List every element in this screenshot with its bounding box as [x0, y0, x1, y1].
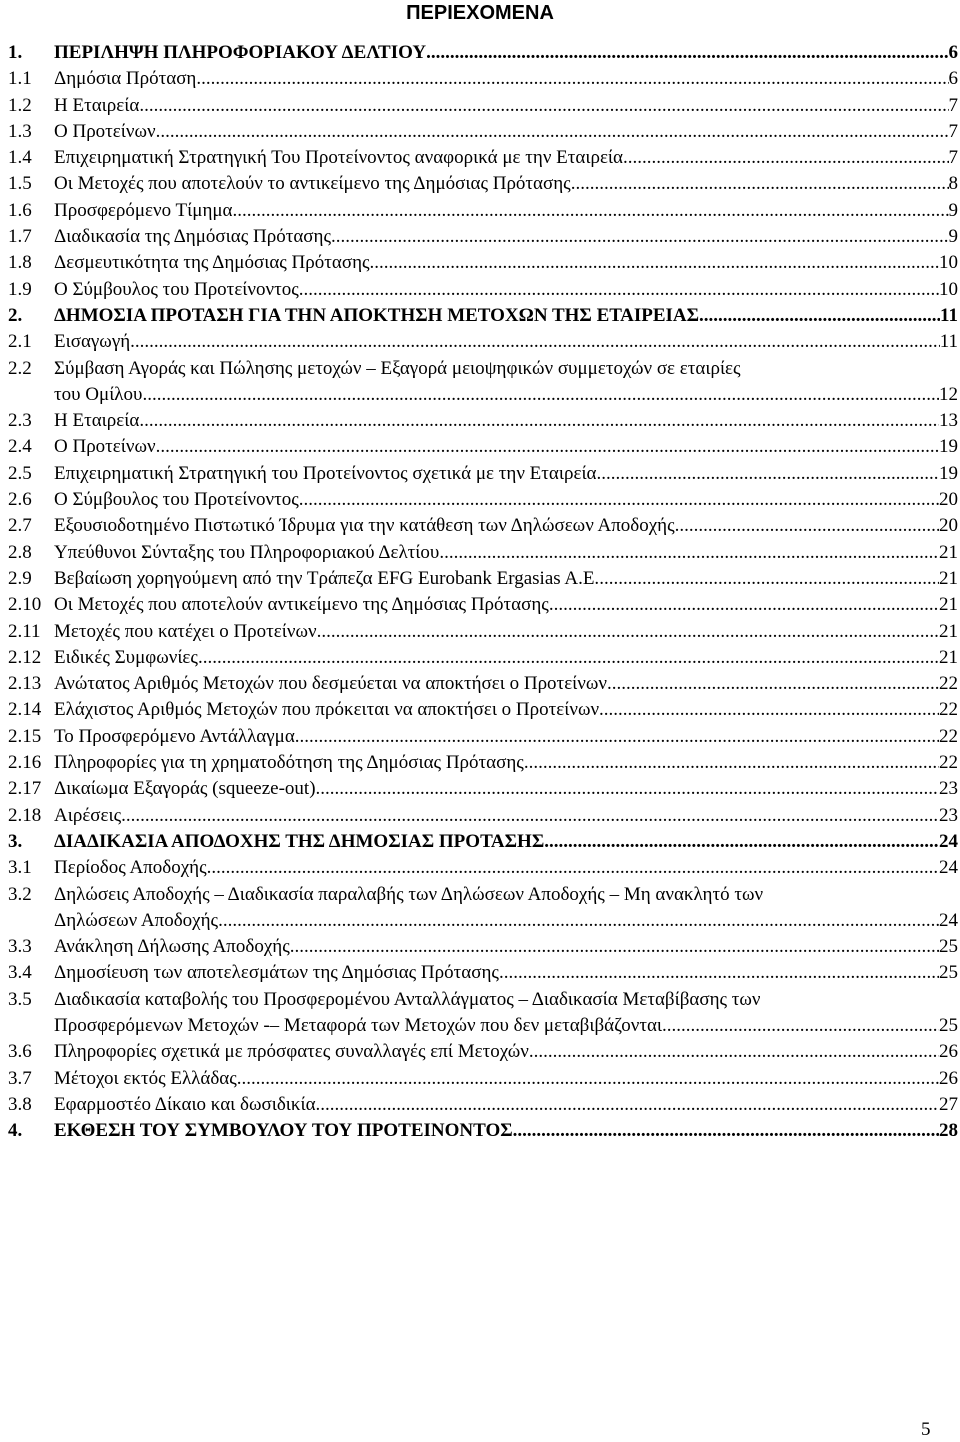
dot-leader	[599, 697, 939, 723]
toc-entry[interactable]	[8, 803, 958, 829]
dot-leader	[139, 93, 948, 119]
toc-entry-title: Ειδικές Συμφωνίες	[54, 646, 198, 668]
toc-entry[interactable]	[8, 513, 958, 539]
toc-entry-page: 28	[939, 1120, 958, 1142]
toc-entry-number: 1.	[8, 42, 23, 63]
dot-leader	[524, 750, 939, 776]
toc-entry-title: Δηλώσεων Αποδοχής	[54, 909, 219, 931]
toc-entry-title: Οι Μετοχές που αποτελούν το αντικείμενο της Δημόσιας Πρότασης	[54, 173, 571, 195]
toc-entry-number: 3.3	[8, 936, 32, 958]
toc-entry-title: Οι Μετοχές που αποτελούν αντικείμενο της Δημόσιας Πρότασης	[54, 594, 549, 616]
dot-leader	[130, 329, 940, 355]
toc-entry-title: Δημοσίευση των αποτελεσμάτων της Δημόσιας Πρότασης	[54, 962, 499, 984]
dot-leader	[331, 224, 949, 250]
dot-leader	[699, 303, 940, 329]
toc-entry-page: 20	[939, 489, 958, 511]
toc-entry-page: 27	[939, 1093, 958, 1115]
toc-entry-number: 2.5	[8, 462, 32, 484]
dot-leader	[499, 960, 939, 986]
toc-entry-page: 22	[939, 725, 958, 747]
toc-entry-page: 22	[939, 752, 958, 774]
toc-entry-page: 22	[939, 699, 958, 721]
toc-entry-title: Σύμβαση Αγοράς και Πώλησης μετοχών – Εξαγορά μειοψηφικών συμμετοχών σε εταιρίες	[54, 357, 741, 379]
toc-entry-page: 25	[939, 936, 958, 958]
dot-leader	[295, 724, 939, 750]
toc-entry-number: 3.8	[8, 1093, 32, 1115]
toc-entry-title: Βεβαίωση χορηγούμενη από την Τράπεζα EFG Eurobank Ergasias A.E.	[54, 567, 600, 589]
toc-entry[interactable]	[8, 356, 958, 409]
toc-entry-title: Περίοδος Αποδοχής	[54, 857, 207, 879]
toc-entry[interactable]	[8, 619, 958, 645]
toc-entry-number: 1.2	[8, 94, 32, 116]
dot-leader	[370, 250, 939, 276]
toc-entry-title: Υπεύθυνοι Σύνταξης του Πληροφοριακού Δελτίου	[54, 541, 440, 563]
toc-entry-page: 12	[939, 383, 958, 405]
toc-entry-title: Η Εταιρεία	[54, 410, 140, 432]
toc-entry-page: 19	[939, 436, 958, 458]
toc-entry-page: 23	[939, 804, 958, 826]
toc-entry-number: 1.1	[8, 68, 32, 90]
toc-entry[interactable]	[8, 171, 958, 197]
toc-entry-title: Πληροφορίες για τη χρηματοδότηση της Δημόσιας Πρότασης	[54, 752, 524, 774]
dot-leader	[662, 1013, 939, 1039]
toc-entry-number: 2.18	[8, 804, 42, 826]
toc-entry-page: 11	[940, 304, 958, 326]
toc-entry-page: 6	[948, 42, 958, 63]
toc-entry-title: Το Προσφερόμενο Αντάλλαγμα	[54, 725, 295, 747]
toc-entry-page: 9	[948, 199, 958, 221]
toc-entry[interactable]	[8, 1118, 958, 1144]
toc-entry-page: 26	[939, 1041, 958, 1063]
toc-entry[interactable]	[8, 224, 958, 250]
toc-entry-title: Ανώτατος Αριθμός Μετοχών που δεσμεύεται να αποκτήσει ο Προτείνων	[54, 673, 607, 695]
toc-entry-title: Η Εταιρεία	[54, 94, 140, 116]
toc-entry-number: 3.2	[8, 883, 32, 905]
toc-entry[interactable]	[8, 540, 958, 566]
toc-entry-number: 2.	[8, 304, 23, 326]
toc-entry-page: 7	[948, 147, 958, 169]
toc-entry-page: 10	[939, 252, 958, 274]
toc-entry[interactable]	[8, 277, 958, 303]
toc-entry-page: 10	[939, 278, 958, 300]
toc-entry-number: 3.6	[8, 1041, 32, 1063]
toc-entry-number: 2.16	[8, 752, 42, 774]
dot-leader	[290, 934, 939, 960]
toc-entry-number: 3.4	[8, 962, 32, 984]
toc-entry-title: Ο Σύμβουλος του Προτείνοντος	[54, 489, 299, 511]
dot-leader	[426, 40, 948, 66]
toc-entry[interactable]	[8, 960, 958, 986]
toc-entry-page: 6	[948, 68, 958, 90]
toc-entry-page: 24	[939, 830, 958, 852]
toc-entry-title: Ανάκληση Δήλωσης Αποδοχής	[54, 936, 290, 958]
toc-entry-number: 2.9	[8, 567, 32, 589]
dot-leader	[599, 566, 939, 592]
toc-entry[interactable]	[8, 487, 958, 513]
dot-leader	[513, 1118, 939, 1144]
toc-entry-page: 11	[939, 331, 958, 353]
toc-entry-page: 9	[948, 226, 958, 248]
page-number: 5	[921, 1419, 931, 1440]
toc-entry-title: Προσφερόμενων Μετοχών -– Μεταφορά των Μετοχών που δεν μεταβιβάζονται	[54, 1014, 663, 1036]
toc-entry-title: ΕΚΘΕΣΗ ΤΟΥ ΣΥΜΒΟΥΛΟΥ ΤΟΥ ΠΡΟΤΕΙΝΟΝΤΟΣ	[54, 1120, 513, 1142]
toc-entry[interactable]	[8, 776, 958, 802]
toc-entry-number: 2.8	[8, 541, 32, 563]
toc-entry[interactable]	[8, 882, 958, 935]
toc-entry-title: Προσφερόμενο Τίμημα	[54, 199, 233, 221]
toc-entry-page: 23	[939, 778, 958, 800]
toc-entry[interactable]	[8, 750, 958, 776]
toc-entry-number: 2.14	[8, 699, 42, 721]
toc-entry-number: 2.3	[8, 410, 32, 432]
dot-leader	[299, 487, 939, 513]
toc-entry-title: Πληροφορίες σχετικά με πρόσφατες συναλλαγές επί Μετοχών	[54, 1041, 529, 1063]
dot-leader	[196, 66, 948, 92]
dot-leader	[218, 908, 939, 934]
toc-entry[interactable]	[8, 329, 958, 355]
dot-leader	[607, 671, 939, 697]
dot-leader	[207, 855, 939, 881]
toc-entry-number: 2.4	[8, 436, 32, 458]
toc-entry-number: 2.7	[8, 515, 32, 537]
toc-entry-number: 2.17	[8, 778, 42, 800]
toc-entry-title: Εξουσιοδοτημένο Πιστωτικό Ίδρυμα για την κατάθεση των Δηλώσεων Αποδοχής	[54, 515, 675, 537]
toc-entry-title: Δικαίωμα Εξαγοράς (squeeze-out)	[54, 778, 316, 800]
dot-leader	[623, 145, 949, 171]
toc-entry-page: 21	[939, 594, 958, 616]
toc-entry[interactable]	[8, 461, 958, 487]
dot-leader	[675, 513, 939, 539]
toc-entry-title: Ο Σύμβουλος του Προτείνοντος	[54, 278, 299, 300]
toc-entry[interactable]	[8, 934, 958, 960]
toc-entry-number: 1.7	[8, 226, 32, 248]
toc-entry-title: Διαδικασία της Δημόσιας Πρότασης	[54, 226, 331, 248]
toc-entry-page: 20	[939, 515, 958, 537]
toc-entry[interactable]	[8, 198, 958, 224]
toc-entry-title: Αιρέσεις	[54, 804, 122, 826]
dot-leader	[439, 540, 939, 566]
toc-entry-title: Επιχειρηματική Στρατηγική Του Προτείνοντος αναφορικά με την Εταιρεία	[54, 147, 623, 169]
toc-entry[interactable]	[8, 987, 958, 1040]
toc-entry[interactable]	[8, 1066, 958, 1092]
toc-entry-page: 21	[939, 567, 958, 589]
toc-entry[interactable]	[8, 40, 958, 66]
toc-entry-page: 19	[939, 462, 958, 484]
toc-entry-title: Δηλώσεις Αποδοχής – Διαδικασία παραλαβής των Δηλώσεων Αποδοχής – Μη ανακλητό των	[54, 883, 764, 905]
toc-entry-number: 2.11	[8, 620, 41, 642]
toc-entry-page: 21	[939, 620, 958, 642]
dot-leader	[544, 829, 939, 855]
toc-entry-number: 4.	[8, 1120, 23, 1142]
toc-entry[interactable]	[8, 671, 958, 697]
toc-entry-number: 2.6	[8, 489, 32, 511]
toc-entry-title: Μέτοχοι εκτός Ελλάδας	[54, 1067, 237, 1089]
toc-entry-page: 25	[939, 1014, 958, 1036]
table-of-contents	[8, 40, 958, 1144]
toc-entry-title: Εφαρμοστέο Δίκαιο και δωσιδικία	[54, 1093, 316, 1115]
toc-entry[interactable]	[8, 66, 958, 92]
toc-entry-title: Δημόσια Πρόταση	[54, 68, 197, 90]
toc-entry[interactable]	[8, 250, 958, 276]
toc-entry-page: 22	[939, 673, 958, 695]
page-title: ΠΕΡΙΕΧΟΜΕΝΑ	[406, 2, 554, 24]
dot-leader	[198, 645, 939, 671]
dot-leader	[142, 382, 939, 408]
toc-entry-title: ΠΕΡΙΛΗΨΗ ΠΛΗΡΟΦΟΡΙΑΚΟΥ ΔΕΛΤΙΟΥ	[54, 42, 427, 63]
toc-entry[interactable]	[8, 855, 958, 881]
toc-entry-number: 1.5	[8, 173, 32, 195]
toc-entry-title: του Ομίλου	[54, 383, 143, 405]
toc-entry[interactable]	[8, 408, 958, 434]
toc-entry-page: 21	[939, 646, 958, 668]
toc-entry-number: 1.6	[8, 199, 32, 221]
dot-leader	[299, 277, 939, 303]
toc-entry-page: 7	[948, 94, 958, 116]
toc-entry[interactable]	[8, 697, 958, 723]
toc-entry-number: 2.13	[8, 673, 42, 695]
toc-entry[interactable]	[8, 592, 958, 618]
toc-entry-title: Διαδικασία καταβολής του Προσφερομένου Ανταλλάγματος – Διαδικασία Μεταβίβασης των	[54, 988, 761, 1010]
toc-entry-number: 2.12	[8, 646, 42, 668]
toc-entry-page: 24	[939, 857, 958, 879]
toc-entry-page: 8	[948, 173, 958, 195]
dot-leader	[233, 198, 949, 224]
dot-leader	[316, 776, 939, 802]
dot-leader	[529, 1039, 939, 1065]
toc-entry-title: Ο Προτείνων	[54, 436, 156, 458]
toc-entry-page: 25	[939, 962, 958, 984]
toc-entry[interactable]	[8, 724, 958, 750]
toc-entry-title: Ο Προτείνων	[54, 120, 156, 142]
toc-entry[interactable]	[8, 829, 958, 855]
dot-leader	[571, 171, 949, 197]
toc-entry-number: 3.7	[8, 1067, 32, 1089]
dot-leader	[316, 1092, 939, 1118]
toc-entry-number: 1.8	[8, 252, 32, 274]
toc-entry-page: 26	[939, 1067, 958, 1089]
toc-entry[interactable]	[8, 303, 958, 329]
dot-leader	[121, 803, 939, 829]
toc-entry[interactable]	[8, 566, 958, 592]
toc-entry[interactable]	[8, 145, 958, 171]
toc-entry-title: Μετοχές που κατέχει ο Προτείνων	[54, 620, 317, 642]
toc-entry-number: 1.3	[8, 120, 32, 142]
toc-entry[interactable]	[8, 1039, 958, 1065]
toc-entry-title: ΔΗΜΟΣΙΑ ΠΡΟΤΑΣΗ ΓΙΑ ΤΗΝ ΑΠΟΚΤΗΣΗ ΜΕΤΟΧΩΝ ΤΗΣ ΕΤΑΙΡΕΙΑΣ	[54, 304, 700, 326]
toc-entry[interactable]	[8, 93, 958, 119]
dot-leader	[156, 434, 939, 460]
toc-entry[interactable]	[8, 645, 958, 671]
toc-entry[interactable]	[8, 119, 958, 145]
toc-entry-page: 24	[939, 909, 958, 931]
toc-entry-number: 1.9	[8, 278, 32, 300]
toc-entry-page: 7	[948, 120, 958, 142]
dot-leader	[317, 619, 939, 645]
toc-entry-number: 2.10	[8, 594, 42, 616]
dot-leader	[156, 119, 949, 145]
toc-entry-title: ΔΙΑΔΙΚΑΣΙΑ ΑΠΟΔΟΧΗΣ ΤΗΣ ΔΗΜΟΣΙΑΣ ΠΡΟΤΑΣΗΣ	[54, 830, 545, 852]
toc-entry-number: 2.2	[8, 357, 32, 379]
toc-entry-number: 2.1	[8, 331, 32, 353]
toc-entry-number: 2.15	[8, 725, 42, 747]
toc-entry-number: 3.5	[8, 988, 32, 1010]
dot-leader	[139, 408, 939, 434]
toc-entry[interactable]	[8, 434, 958, 460]
toc-entry[interactable]	[8, 1092, 958, 1118]
toc-entry-number: 1.4	[8, 147, 32, 169]
toc-entry-title: Δεσμευτικότητα της Δημόσιας Πρότασης	[54, 252, 370, 274]
dot-leader	[237, 1066, 939, 1092]
dot-leader	[549, 592, 939, 618]
toc-entry-title: Εισαγωγή	[54, 331, 131, 353]
dot-leader	[597, 461, 939, 487]
toc-entry-page: 13	[939, 410, 958, 432]
toc-entry-title: Ελάχιστος Αριθμός Μετοχών που πρόκειται να αποκτήσει ο Προτείνων	[54, 699, 600, 721]
toc-entry-number: 3.1	[8, 857, 32, 879]
toc-entry-title: Επιχειρηματική Στρατηγική του Προτείνοντος σχετικά με την Εταιρεία	[54, 462, 597, 484]
toc-entry-number: 3.	[8, 830, 23, 852]
toc-entry-page: 21	[939, 541, 958, 563]
